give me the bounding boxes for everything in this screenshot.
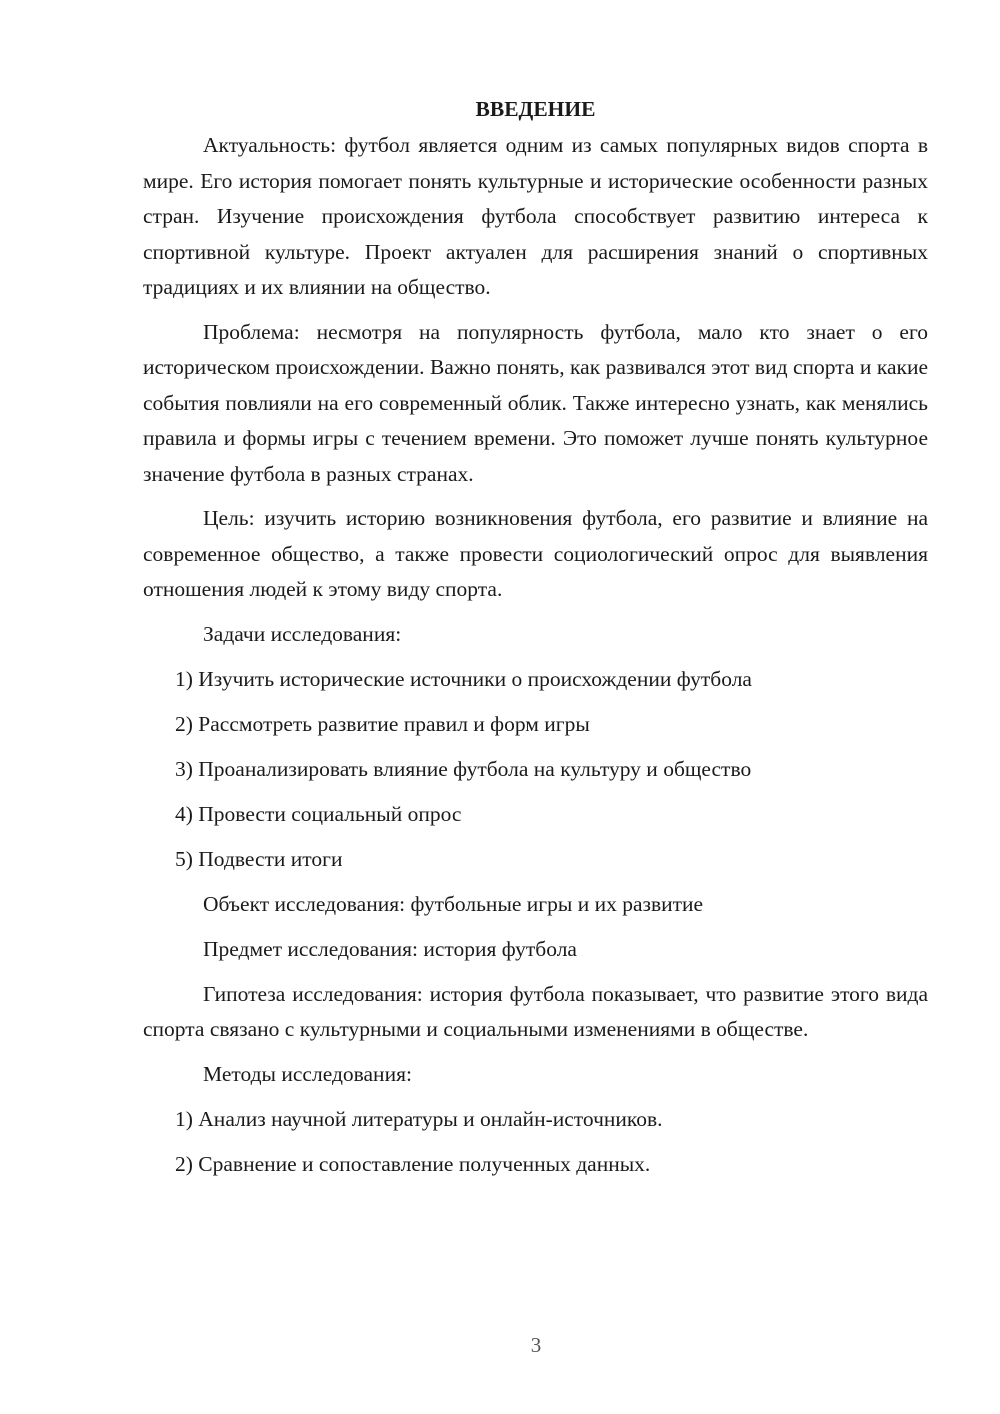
task-item: 5) Подвести итоги: [175, 846, 343, 871]
research-object: Объект исследования: футбольные игры и их развитие: [203, 891, 704, 916]
section-title: ВВЕДЕНИЕ: [475, 97, 596, 121]
method-item: 2) Сравнение и сопоставление полученных данных.: [175, 1151, 651, 1176]
goal-paragraph: Цель: изучить историю возникновения футбола, его развитие и влияние на современное общество, а также провести социологический опрос для выявления отношения людей к этому виду спорта.: [143, 506, 928, 601]
problem-paragraph: Проблема: несмотря на популярность футбола, мало кто знает о его историческом происхождении. Важно понять, как развивался этот вид спорта и какие события повлияли на его современный облик. Также интересно узнать, как менялись правила и формы игры с течением времени. Это поможет лучше понять культурное значение футбола в разных странах.: [143, 319, 928, 486]
tasks-heading: Задачи исследования:: [203, 621, 402, 646]
hypothesis-paragraph: Гипотеза исследования: история футбола показывает, что развитие этого вида спорта связано с культурными и социальными изменениями в обществе.: [143, 981, 928, 1041]
methods-heading: Методы исследования:: [203, 1061, 412, 1086]
method-item: 1) Анализ научной литературы и онлайн-источников.: [175, 1106, 663, 1131]
task-item: 3) Проанализировать влияние футбола на культуру и общество: [175, 756, 752, 781]
page-content: [143, 92, 928, 1192]
research-subject: Предмет исследования: история футбола: [203, 936, 577, 961]
task-item: 2) Рассмотреть развитие правил и форм игры: [175, 711, 590, 736]
relevance-paragraph: Актуальность: футбол является одним из самых популярных видов спорта в мире. Его история помогает понять культурные и исторические особенности разных стран. Изучение происхождения футбола способствует развитию интереса к спортивной культуре. Проект актуален для расширения знаний о спортивных традициях и их влиянии на общество.: [143, 133, 928, 299]
page-number: 3: [530, 1333, 542, 1357]
task-item: 4) Провести социальный опрос: [175, 801, 462, 826]
task-item: 1) Изучить исторические источники о происхождении футбола: [175, 666, 752, 691]
